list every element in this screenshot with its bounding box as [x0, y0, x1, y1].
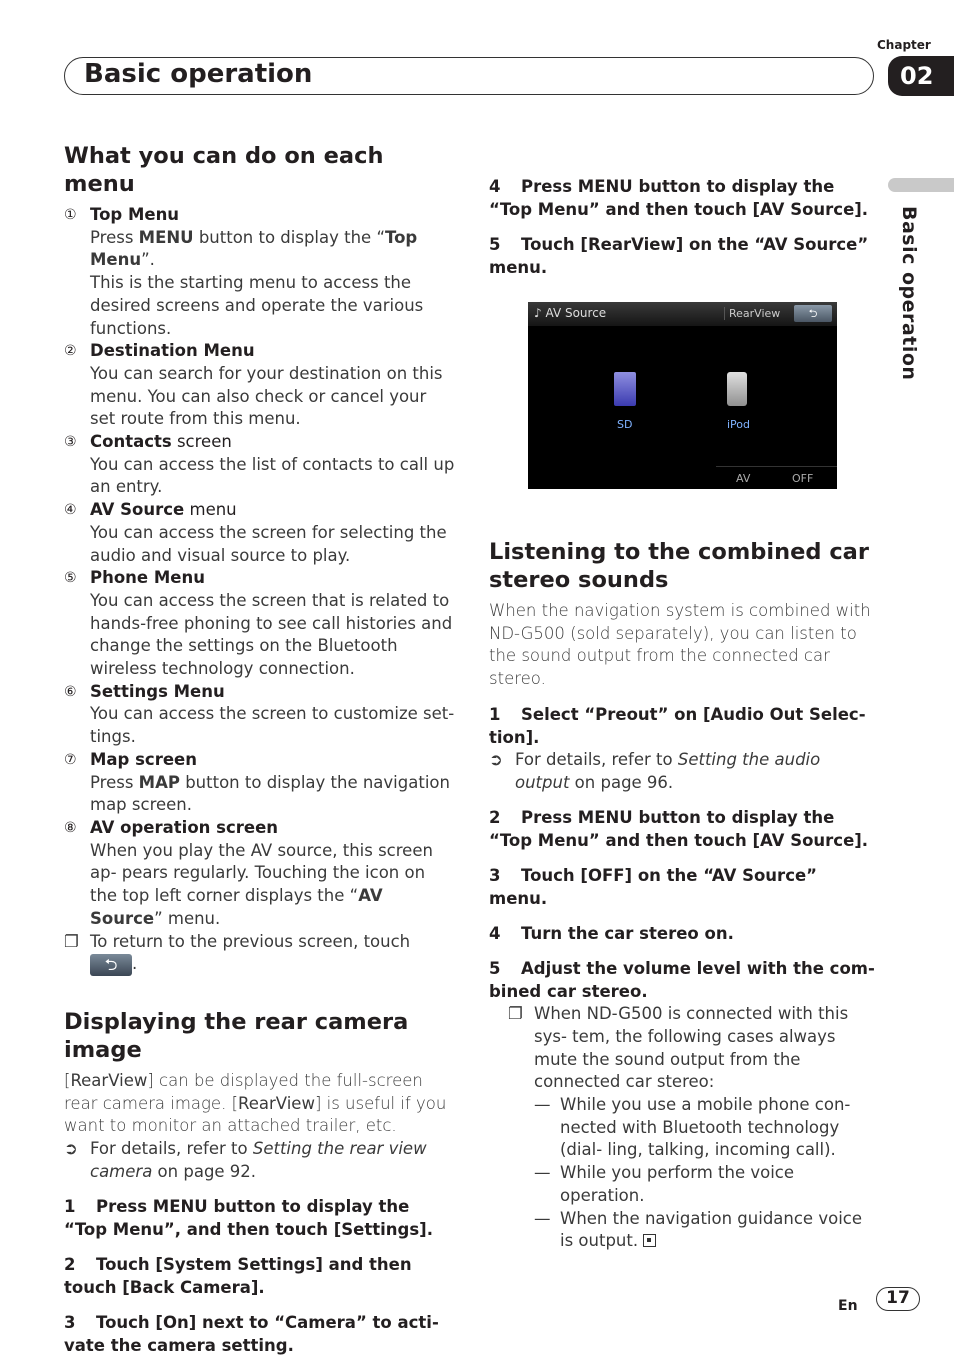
step: 3 Touch [On] next to “Camera” to acti- vate the camera setting.: [64, 1313, 439, 1356]
av-source-screenshot: [528, 302, 837, 489]
right-column: [489, 175, 877, 279]
checkbox-icon: ❐: [64, 931, 79, 951]
dash-item: — While you use a mobile phone con- nected with Bluetooth technology (dial- ling, talking, incoming call).: [534, 1095, 851, 1160]
step: 3 Touch [OFF] on the “AV Source” menu.: [489, 866, 818, 909]
right-column-lower: [489, 538, 877, 1253]
screen-title: ♪ AV Source: [534, 306, 607, 320]
audio-output-ref: ➲ For details, refer to Setting the audio output on page 96.: [489, 749, 877, 794]
chapter-number: 02: [888, 56, 954, 96]
menu-item: ④ AV Source menu You can access the screen for selecting the audio and visual source to play.: [64, 500, 447, 565]
screen-bottom-bar: [716, 466, 837, 490]
music-note-icon: ♪: [534, 306, 542, 320]
step: 1 Press MENU button to display the “Top Menu”, and then touch [Settings].: [64, 1197, 433, 1240]
dash-item: — When the navigation guidance voice is output.: [534, 1208, 862, 1251]
ipod-icon: [727, 372, 747, 406]
off-key: OFF: [792, 472, 814, 485]
arrow-icon: ➲: [489, 749, 503, 769]
side-label: Basic operation: [898, 206, 920, 381]
section-title-rear-camera: Displaying the rear camera image: [64, 1008, 409, 1063]
section-title-car-stereo: Listening to the combined car stereo sounds: [489, 539, 869, 593]
step: 1 Select “Preout” on [Audio Out Selec- tion].: [489, 704, 866, 747]
dash-item: — While you perform the voice operation.: [534, 1163, 795, 1205]
back-button-icon: ⮌: [90, 954, 132, 976]
step: 4 Turn the car stereo on.: [489, 924, 734, 944]
rearview-tab: RearView: [724, 307, 780, 320]
menu-item: ⑦ Map screen Press MAP button to display the navigation map screen.: [64, 749, 450, 815]
footer-language: En: [838, 1298, 858, 1314]
ipod-label: iPod: [727, 418, 751, 431]
page-title: Basic operation: [84, 59, 313, 89]
step: 2 Press MENU button to display the “Top Menu” and then touch [AV Source].: [489, 808, 869, 851]
menu-item: ① Top Menu Press MENU button to display the “Top Menu”. This is the starting menu to access the desired screens and operate the various functions.: [64, 205, 424, 338]
sd-label: SD: [617, 418, 633, 431]
av-key: AV: [736, 472, 751, 485]
menu-item: ⑤ Phone Menu You can access the screen that is related to hands-free phoning to see call histories and change the settings on the Bluetooth wireless technology connection.: [64, 568, 453, 679]
step: 2 Touch [System Settings] and then touch [Back Camera].: [64, 1255, 412, 1298]
step: 4 Press MENU button to display the “Top Menu” and then touch [AV Source].: [489, 177, 869, 219]
arrow-icon: ➲: [64, 1139, 78, 1159]
side-tab: [888, 178, 954, 192]
section-title-menus: What you can do on each menu: [64, 143, 384, 197]
rear-camera-ref: ➲ For details, refer to Setting the rear view camera on page 92.: [64, 1138, 456, 1183]
end-mark-icon: [643, 1234, 656, 1247]
return-note: ❐ To return to the previous screen, touch ⮌ .: [64, 931, 456, 976]
menu-item: ⑧ AV operation screen When you play the AV source, this screen ap- pears regularly. Touching the icon on the top left corner displays the “AV Source” menu.: [64, 817, 433, 928]
sd-card-icon: [614, 372, 636, 406]
left-column: [64, 142, 456, 1357]
back-icon: ⮌: [794, 305, 832, 322]
menu-item: ⑥ Settings Menu You can access the screen to customize set- tings.: [64, 681, 455, 747]
mute-note: ❐ When ND-G500 is connected with this sys- tem, the following cases always mute the sound output from the connected car stereo:: [489, 1003, 877, 1094]
rear-camera-body: [RearView] can be displayed the full-screen rear camera image. [RearView] is useful if you want to monitor an attached trailer, etc.: [64, 1070, 447, 1136]
page-number: 17: [876, 1287, 920, 1311]
step: 5 Touch [RearView] on the “AV Source” menu.: [489, 235, 869, 277]
chapter-label: Chapter: [877, 38, 931, 52]
checkbox-icon: ❐: [508, 1004, 523, 1024]
car-stereo-body: When the navigation system is combined with ND-G500 (sold separately), you can listen to the sound output from the connected car stereo.: [489, 601, 871, 689]
menu-item: ③ Contacts screen You can access the list of contacts to call up an entry.: [64, 432, 455, 497]
step: 5 Adjust the volume level with the com- bined car stereo.: [489, 959, 875, 1002]
menu-item: ② Destination Menu You can search for your destination on this menu. You can also check or cancel your set route from this menu.: [64, 341, 443, 429]
